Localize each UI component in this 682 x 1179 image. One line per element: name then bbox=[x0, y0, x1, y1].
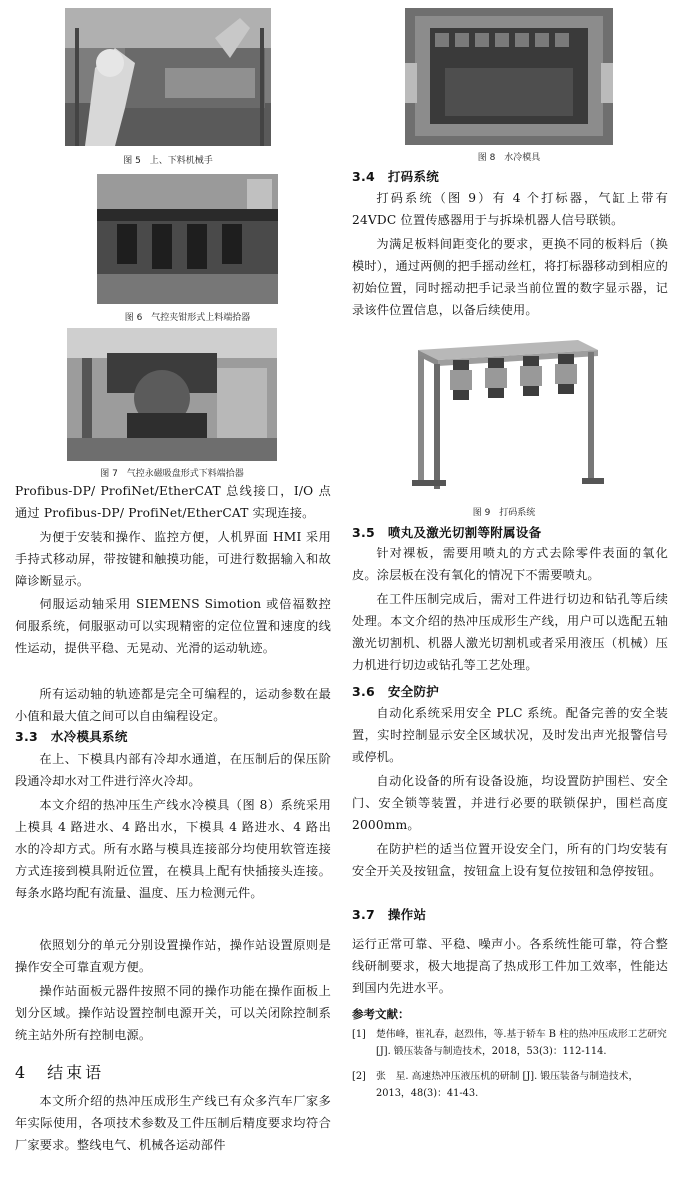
heading-3-5: 3.5 喷丸及激光切割等附属设备 bbox=[352, 525, 542, 540]
reference-1-number: [1] bbox=[352, 1029, 366, 1040]
paragraph-shot-blast-1: 针对裸板，需要用喷丸的方式去除零件表面的氧化皮。涂层板在没有氧化的情况下不需要喷丸。 bbox=[352, 546, 668, 582]
figure-5-photo bbox=[65, 8, 271, 146]
reference-1-text: 楚伟峰，崔礼春，赵烈伟，等.基于轿车 B 柱的热冲压成形工艺研究[J]. 锻压装备与制造技术，2018，53(3)：112-114. bbox=[376, 1029, 667, 1057]
references-heading: 参考文献： bbox=[352, 1007, 410, 1021]
heading-3-7: 3.7 操作站 bbox=[352, 907, 427, 922]
heading-4-conclusion: 4 结束语 bbox=[15, 1063, 105, 1082]
paragraph-safety-2: 自动化设备的所有设备设施，均设置防护围栏、安全门、安全锁等装置，并进行必要的联锁保护，围栏高度 2000mm。 bbox=[352, 774, 668, 832]
paragraph-conclusion: 本文所介绍的热冲压成形生产线已有众多汽车厂家多年实际使用，各项技术参数及工件压制后精度要求均符合厂家要求。整线电气、机械各运动部件 bbox=[15, 1094, 331, 1152]
reference-2-number: [2] bbox=[352, 1071, 366, 1082]
figure-6-photo bbox=[97, 174, 278, 304]
paragraph-servo: 伺服运动轴采用 SIEMENS Simotion 或倍福数控伺服系统，伺服驱动可以实现精密的定位位置和速度的线性运动，提供平稳、无晃动、光滑的运动轨迹。 bbox=[15, 597, 331, 655]
heading-3-3: 3.3 水冷模具系统 bbox=[15, 729, 128, 744]
paragraph-station-2: 操作站面板元器件按照不同的操作功能在操作面板上划分区域。操作站设置控制电源开关，可以关闭除控制系统主站外所有控制电源。 bbox=[15, 984, 331, 1042]
figure-7-photo bbox=[67, 328, 277, 461]
paragraph-axis-trajectory: 所有运动轴的轨迹都是完全可编程的，运动参数在最小值和最大值之间可以自由编程设定。 bbox=[15, 687, 331, 723]
paragraph-marking-1: 打码系统（图 9）有 4 个打标器，气缸上带有 24VDC 位置传感器用于与拆垛机器人信号联锁。 bbox=[352, 191, 668, 227]
figure-6-caption: 图 6 气控夹钳形式上料端拾器 bbox=[124, 313, 251, 323]
reference-2-text: 张 星. 高速热冲压液压机的研制 [J]. 锻压装备与制造技术，2013，48(3)：41-43. bbox=[376, 1071, 639, 1099]
paragraph-safety-1: 自动化系统采用安全 PLC 系统。配备完善的安全装置，实时控制显示安全区域状况，及时发出声光报警信号或停机。 bbox=[352, 706, 668, 764]
paragraph-cooling-2: 本文介绍的热冲压生产线水冷模具（图 8）系统采用上模具 4 路进水、4 路出水，下模具 4 路进水、4 路出水的冷却方式。所有水路与模具连接部分均使用软管连接方式连接到模具附近位置，在模具上配有快插接头连接。每条水路均配有流量、温度、压力检测元件。 bbox=[15, 798, 331, 900]
paragraph-cooling-1: 在上、下模具内部有冷却水通道，在压制后的保压阶段通冷却水对工件进行淬火冷却。 bbox=[15, 752, 331, 788]
paragraph-safety-3: 在防护栏的适当位置开设安全门，所有的门均安装有安全开关及按钮盒，按钮盒上设有复位按钮和急停按钮。 bbox=[352, 842, 668, 878]
reference-2 bbox=[352, 1068, 668, 1102]
paragraph-marking-2: 为满足板料间距变化的要求，更换不同的板料后（换模时），通过两侧的把手摇动丝杠，将打标器移动到相应的初始位置，同时摇动把手记录当前位置的数字显示器，记录该件位置信息，以备后续使用。 bbox=[352, 237, 668, 317]
reference-1 bbox=[352, 1026, 668, 1060]
figure-5-caption: 图 5 上、下料机械手 bbox=[123, 156, 213, 166]
figure-9-caption: 图 9 打码系统 bbox=[472, 508, 536, 518]
figure-9-render bbox=[398, 330, 610, 495]
heading-3-4: 3.4 打码系统 bbox=[352, 169, 440, 184]
paragraph-bus-interface: Profibus-DP/ ProfiNet/EtherCAT 总线接口，I/O 点通过 Profibus-DP/ ProfiNet/EtherCAT 实现连接。 bbox=[15, 484, 331, 520]
figure-7-caption: 图 7 气控永磁吸盘形式下料端拾器 bbox=[100, 469, 244, 479]
figure-8-photo bbox=[405, 8, 613, 145]
heading-3-6: 3.6 安全防护 bbox=[352, 684, 440, 699]
figure-8-caption: 图 8 水冷模具 bbox=[477, 153, 541, 163]
paragraph-hmi: 为便于安装和操作、监控方便，人机界面 HMI 采用手持式移动屏，带按键和触摸功能，可进行数据输入和故障诊断显示。 bbox=[15, 530, 331, 588]
paragraph-closing: 运行正常可靠、平稳、噪声小。各系统性能可靠，符合整线研制要求，极大地提高了热成形工件加工效率，性能达到国内先进水平。 bbox=[352, 937, 668, 995]
paragraph-shot-blast-2: 在工件压制完成后，需对工件进行切边和钻孔等后续处理。本文介绍的热冲压成形生产线，用户可以选配五轴激光切割机、机器人激光切割机或者采用液压（机械）压力机进行切边或钻孔等工艺处理。 bbox=[352, 592, 668, 672]
paragraph-station-1: 依照划分的单元分别设置操作站，操作站设置原则是操作安全可靠直观方便。 bbox=[15, 938, 331, 974]
